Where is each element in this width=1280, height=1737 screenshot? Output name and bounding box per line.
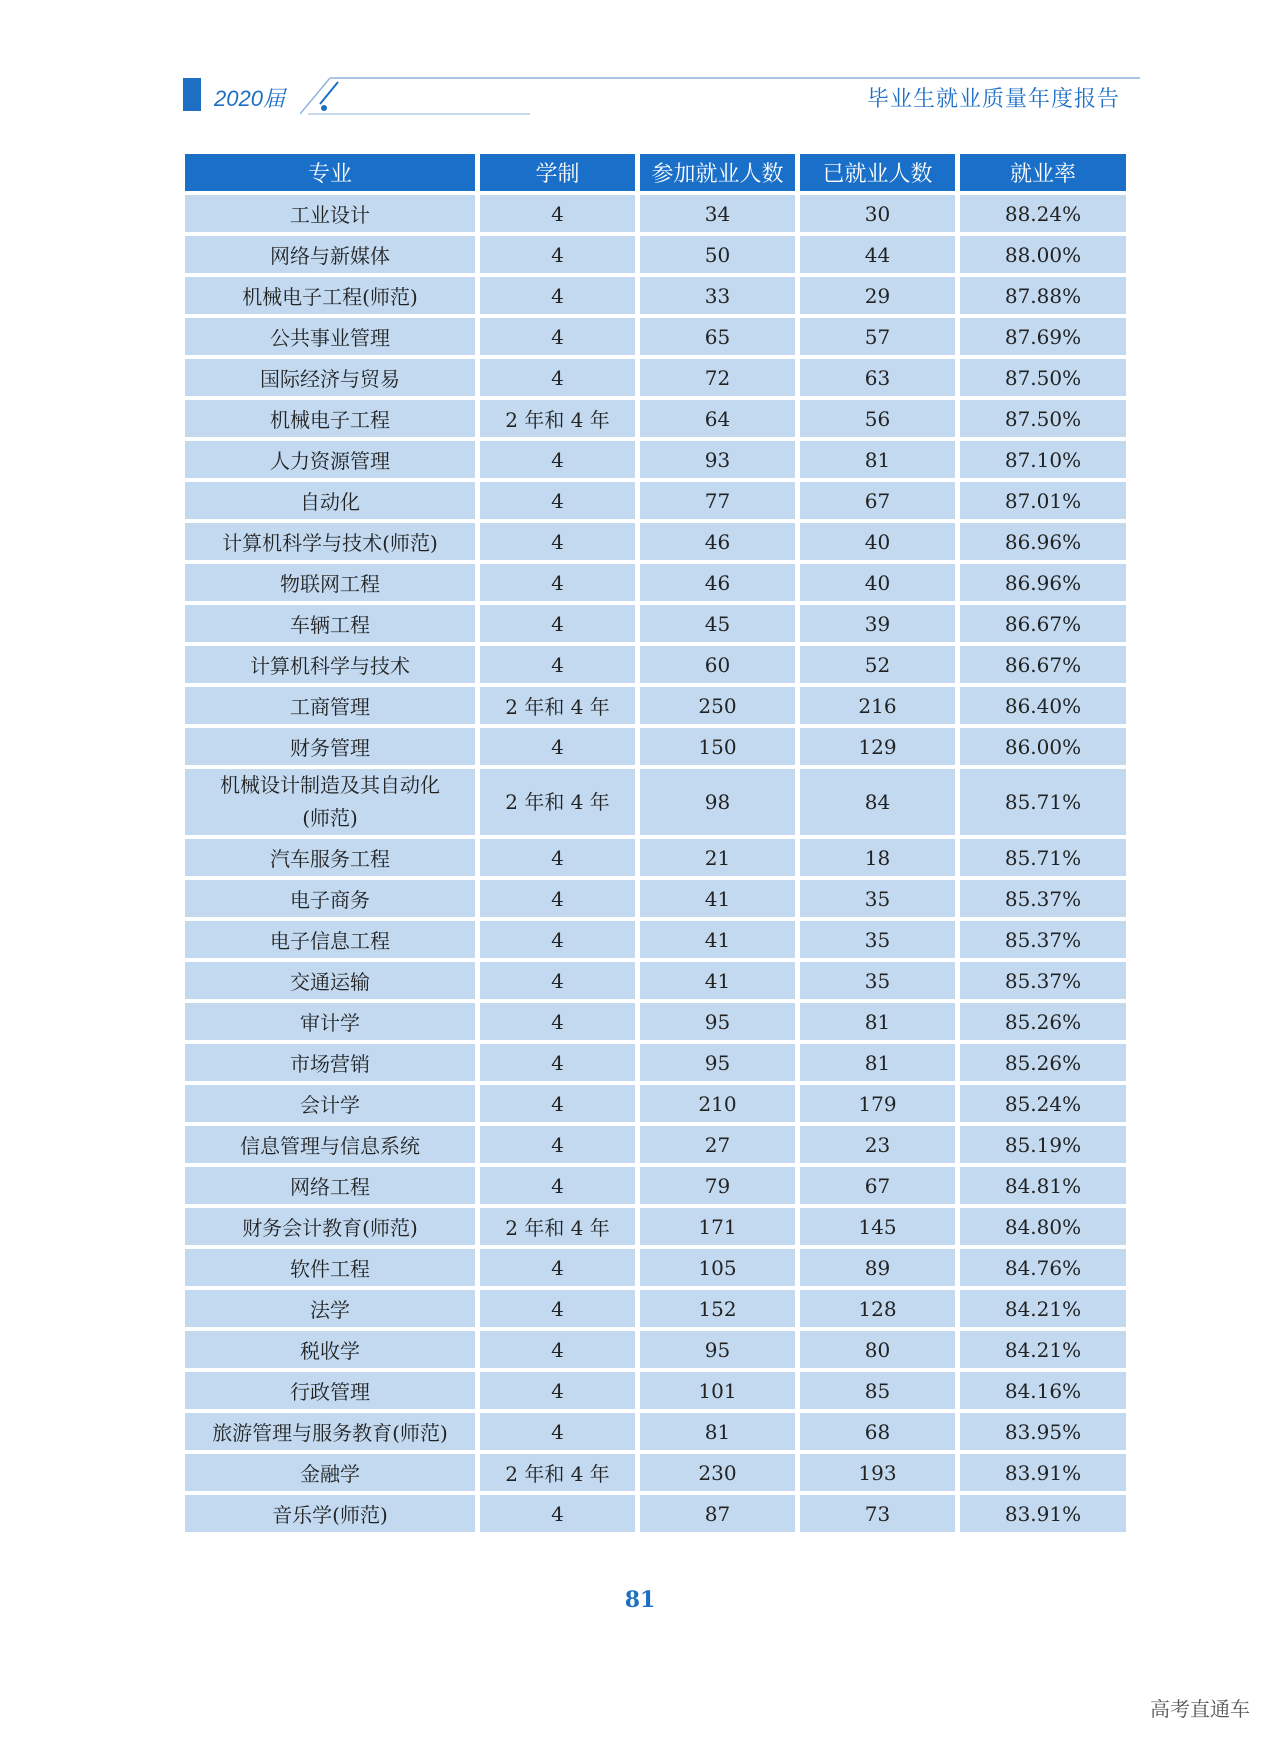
cell-employed: 67 [800, 482, 955, 519]
table-row [185, 195, 1126, 232]
cell-employed: 18 [800, 839, 955, 876]
cell-rate: 87.88% [960, 277, 1126, 314]
cell-rate: 88.24% [960, 195, 1126, 232]
cell-duration: 4 [480, 1290, 635, 1327]
cell-rate: 84.21% [960, 1331, 1126, 1368]
cell-employed: 84 [800, 769, 955, 835]
cell-participants: 41 [640, 880, 795, 917]
cell-duration: 4 [480, 195, 635, 232]
cell-major: 电子信息工程 [185, 921, 475, 958]
watermark: 高考直通车 [1150, 1697, 1250, 1721]
table-header-row [185, 154, 1126, 191]
cell-major: 公共事业管理 [185, 318, 475, 355]
cell-duration: 4 [480, 1085, 635, 1122]
cell-rate: 85.26% [960, 1003, 1126, 1040]
table-row [185, 359, 1126, 396]
cell-participants: 60 [640, 646, 795, 683]
table-row [185, 564, 1126, 601]
cell-major: 网络工程 [185, 1167, 475, 1204]
cell-duration: 2 年和 4 年 [480, 1454, 635, 1491]
cell-employed: 52 [800, 646, 955, 683]
cell-major: 计算机科学与技术(师范) [185, 523, 475, 560]
cell-rate: 85.19% [960, 1126, 1126, 1163]
cell-employed: 80 [800, 1331, 955, 1368]
cell-employed: 44 [800, 236, 955, 273]
cell-participants: 64 [640, 400, 795, 437]
cell-employed: 40 [800, 564, 955, 601]
cell-rate: 84.80% [960, 1208, 1126, 1245]
table-row [185, 1126, 1126, 1163]
cell-participants: 250 [640, 687, 795, 724]
cell-participants: 72 [640, 359, 795, 396]
cell-major: 机械电子工程(师范) [185, 277, 475, 314]
cell-duration: 4 [480, 605, 635, 642]
cell-employed: 73 [800, 1495, 955, 1532]
cell-employed: 81 [800, 1044, 955, 1081]
table-row [185, 1003, 1126, 1040]
cell-duration: 4 [480, 523, 635, 560]
cell-major: 财务管理 [185, 728, 475, 765]
cell-duration: 4 [480, 1495, 635, 1532]
cell-rate: 85.37% [960, 962, 1126, 999]
cell-employed: 145 [800, 1208, 955, 1245]
cell-duration: 4 [480, 482, 635, 519]
cell-rate: 85.71% [960, 839, 1126, 876]
cell-major: 金融学 [185, 1454, 475, 1491]
cell-major: 税收学 [185, 1331, 475, 1368]
cell-participants: 50 [640, 236, 795, 273]
cell-participants: 34 [640, 195, 795, 232]
cell-rate: 83.91% [960, 1495, 1126, 1532]
cell-employed: 40 [800, 523, 955, 560]
cell-participants: 27 [640, 1126, 795, 1163]
cell-employed: 56 [800, 400, 955, 437]
cell-employed: 193 [800, 1454, 955, 1491]
cell-rate: 87.50% [960, 359, 1126, 396]
cell-participants: 152 [640, 1290, 795, 1327]
cell-major: 音乐学(师范) [185, 1495, 475, 1532]
cell-employed: 68 [800, 1413, 955, 1450]
cell-participants: 46 [640, 523, 795, 560]
table-row [185, 1208, 1126, 1245]
cell-participants: 93 [640, 441, 795, 478]
cell-employed: 89 [800, 1249, 955, 1286]
table-row [185, 441, 1126, 478]
table-row [185, 1495, 1126, 1532]
cell-duration: 4 [480, 646, 635, 683]
cell-participants: 230 [640, 1454, 795, 1491]
cell-duration: 4 [480, 1003, 635, 1040]
table-row [185, 1290, 1126, 1327]
table-row [185, 1044, 1126, 1081]
cell-participants: 41 [640, 962, 795, 999]
cell-participants: 210 [640, 1085, 795, 1122]
cell-employed: 63 [800, 359, 955, 396]
cell-duration: 4 [480, 236, 635, 273]
cell-major: 财务会计教育(师范) [185, 1208, 475, 1245]
cell-rate: 85.26% [960, 1044, 1126, 1081]
table-row [185, 482, 1126, 519]
cell-major: 市场营销 [185, 1044, 475, 1081]
cell-rate: 84.81% [960, 1167, 1126, 1204]
table-row [185, 1454, 1126, 1491]
cell-employed: 35 [800, 962, 955, 999]
column-header-major: 专业 [185, 154, 475, 191]
cell-major: 旅游管理与服务教育(师范) [185, 1413, 475, 1450]
table-row [185, 962, 1126, 999]
cell-participants: 41 [640, 921, 795, 958]
cell-major: 汽车服务工程 [185, 839, 475, 876]
header-accent-bar [183, 78, 201, 111]
cell-participants: 105 [640, 1249, 795, 1286]
cell-major: 网络与新媒体 [185, 236, 475, 273]
table-row [185, 687, 1126, 724]
cell-major: 会计学 [185, 1085, 475, 1122]
table-row [185, 1413, 1126, 1450]
cell-duration: 2 年和 4 年 [480, 1208, 635, 1245]
cell-participants: 98 [640, 769, 795, 835]
cell-major: 工商管理 [185, 687, 475, 724]
cell-employed: 57 [800, 318, 955, 355]
cell-duration: 4 [480, 1249, 635, 1286]
table-row [185, 728, 1126, 765]
table-row [185, 523, 1126, 560]
cell-major: 自动化 [185, 482, 475, 519]
cell-participants: 101 [640, 1372, 795, 1409]
cell-rate: 84.16% [960, 1372, 1126, 1409]
table-row [185, 646, 1126, 683]
cell-participants: 171 [640, 1208, 795, 1245]
cell-employed: 216 [800, 687, 955, 724]
cell-employed: 29 [800, 277, 955, 314]
cell-major: 审计学 [185, 1003, 475, 1040]
cell-participants: 95 [640, 1331, 795, 1368]
cell-duration: 4 [480, 839, 635, 876]
cell-employed: 23 [800, 1126, 955, 1163]
cell-rate: 87.50% [960, 400, 1126, 437]
cell-rate: 84.76% [960, 1249, 1126, 1286]
cell-employed: 81 [800, 1003, 955, 1040]
cell-major: 物联网工程 [185, 564, 475, 601]
cell-duration: 4 [480, 1413, 635, 1450]
header-year-label: 2020届 [214, 86, 285, 111]
cell-employed: 30 [800, 195, 955, 232]
cell-employed: 35 [800, 921, 955, 958]
cell-duration: 4 [480, 1044, 635, 1081]
cell-duration: 4 [480, 1372, 635, 1409]
cell-participants: 81 [640, 1413, 795, 1450]
table-row [185, 1372, 1126, 1409]
cell-major: 法学 [185, 1290, 475, 1327]
table-row [185, 318, 1126, 355]
cell-participants: 150 [640, 728, 795, 765]
cell-rate: 86.96% [960, 564, 1126, 601]
cell-rate: 88.00% [960, 236, 1126, 273]
cell-major: 机械设计制造及其自动化 (师范) [185, 769, 475, 835]
table-row [185, 921, 1126, 958]
table-row [185, 605, 1126, 642]
cell-rate: 85.71% [960, 769, 1126, 835]
cell-participants: 79 [640, 1167, 795, 1204]
cell-duration: 4 [480, 728, 635, 765]
column-header-employed: 已就业人数 [800, 154, 955, 191]
cell-participants: 95 [640, 1003, 795, 1040]
cell-duration: 2 年和 4 年 [480, 400, 635, 437]
column-header-rate: 就业率 [960, 154, 1126, 191]
cell-duration: 4 [480, 962, 635, 999]
cell-rate: 87.01% [960, 482, 1126, 519]
cell-employed: 67 [800, 1167, 955, 1204]
report-title: 毕业生就业质量年度报告 [866, 87, 1120, 112]
cell-rate: 85.37% [960, 880, 1126, 917]
cell-rate: 85.24% [960, 1085, 1126, 1122]
cell-major: 车辆工程 [185, 605, 475, 642]
table-row [185, 880, 1126, 917]
cell-duration: 4 [480, 359, 635, 396]
cell-duration: 4 [480, 277, 635, 314]
cell-major: 交通运输 [185, 962, 475, 999]
table-row [185, 1167, 1126, 1204]
cell-rate: 86.67% [960, 605, 1126, 642]
column-header-participants: 参加就业人数 [640, 154, 795, 191]
cell-duration: 2 年和 4 年 [480, 687, 635, 724]
cell-participants: 87 [640, 1495, 795, 1532]
table-row [185, 1085, 1126, 1122]
cell-participants: 46 [640, 564, 795, 601]
cell-duration: 4 [480, 318, 635, 355]
cell-major: 电子商务 [185, 880, 475, 917]
cell-duration: 4 [480, 1126, 635, 1163]
table-row [185, 1331, 1126, 1368]
table-row [185, 236, 1126, 273]
cell-major: 人力资源管理 [185, 441, 475, 478]
cell-employed: 85 [800, 1372, 955, 1409]
cell-major: 国际经济与贸易 [185, 359, 475, 396]
cell-employed: 39 [800, 605, 955, 642]
cell-major: 机械电子工程 [185, 400, 475, 437]
cell-duration: 4 [480, 564, 635, 601]
cell-employed: 35 [800, 880, 955, 917]
cell-duration: 4 [480, 1331, 635, 1368]
cell-participants: 65 [640, 318, 795, 355]
page-number: 81 [624, 1587, 656, 1613]
cell-rate: 84.21% [960, 1290, 1126, 1327]
cell-employed: 129 [800, 728, 955, 765]
cell-rate: 86.67% [960, 646, 1126, 683]
employment-rate-table [180, 150, 1131, 1536]
cell-rate: 83.95% [960, 1413, 1126, 1450]
cell-duration: 4 [480, 441, 635, 478]
cell-rate: 86.00% [960, 728, 1126, 765]
cell-employed: 179 [800, 1085, 955, 1122]
cell-rate: 85.37% [960, 921, 1126, 958]
cell-rate: 87.69% [960, 318, 1126, 355]
cell-major: 计算机科学与技术 [185, 646, 475, 683]
table-row [185, 769, 1126, 835]
cell-participants: 95 [640, 1044, 795, 1081]
cell-major: 行政管理 [185, 1372, 475, 1409]
cell-participants: 21 [640, 839, 795, 876]
cell-rate: 86.40% [960, 687, 1126, 724]
cell-rate: 86.96% [960, 523, 1126, 560]
cell-employed: 128 [800, 1290, 955, 1327]
cell-participants: 45 [640, 605, 795, 642]
table-row [185, 1249, 1126, 1286]
cell-participants: 77 [640, 482, 795, 519]
cell-major: 信息管理与信息系统 [185, 1126, 475, 1163]
cell-major: 软件工程 [185, 1249, 475, 1286]
table-row [185, 277, 1126, 314]
table-row [185, 839, 1126, 876]
cell-duration: 4 [480, 1167, 635, 1204]
cell-employed: 81 [800, 441, 955, 478]
cell-participants: 33 [640, 277, 795, 314]
table-row [185, 400, 1126, 437]
cell-duration: 4 [480, 921, 635, 958]
cell-rate: 83.91% [960, 1454, 1126, 1491]
cell-major: 工业设计 [185, 195, 475, 232]
cell-duration: 2 年和 4 年 [480, 769, 635, 835]
column-header-duration: 学制 [480, 154, 635, 191]
cell-duration: 4 [480, 880, 635, 917]
cell-rate: 87.10% [960, 441, 1126, 478]
